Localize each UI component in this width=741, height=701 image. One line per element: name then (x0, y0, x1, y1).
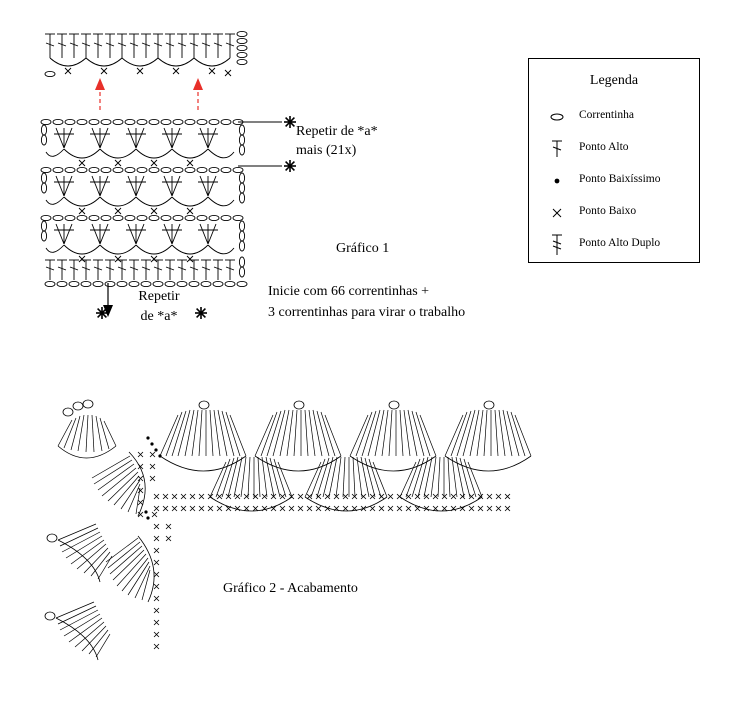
treble-crochet-icon (547, 234, 573, 256)
legend-item-double-crochet (547, 138, 697, 160)
legend-item-treble-crochet (547, 234, 697, 256)
repeat-from-a-line2: mais (21x) (296, 143, 357, 158)
asterisk-marker-right (194, 306, 208, 320)
chart2-top-fans (160, 401, 531, 511)
start-instructions (268, 281, 465, 323)
asterisk-marker-left (95, 306, 109, 320)
chain-stitch-icon (547, 106, 573, 128)
legend-label-slip-stitch: Ponto Baixíssimo (579, 173, 661, 185)
repeat-bottom-line2: de *a* (140, 309, 178, 324)
legend-box (528, 58, 700, 263)
chart1-caption: Gráfico 1 (336, 241, 390, 256)
start-instructions-line1: Inicie com 66 correntinhas + (268, 284, 430, 299)
double-crochet-icon (547, 138, 573, 160)
single-crochet-icon (547, 202, 573, 224)
chart2-corner-cluster (43, 400, 154, 680)
legend-label-double-crochet: Ponto Alto (579, 141, 629, 153)
legend-title: Legenda (589, 73, 639, 88)
legend-item-slip-stitch (547, 170, 697, 192)
repeat-bottom-annotation (126, 287, 192, 327)
repeat-from-a-annotation (296, 122, 378, 160)
legend-label-single-crochet: Ponto Baixo (579, 205, 637, 217)
legend-item-single-crochet (547, 202, 697, 224)
chart2-caption: Gráfico 2 - Acabamento (223, 581, 358, 596)
chart1-shell-band-3 (41, 215, 245, 262)
chart1-top-dc-row (45, 31, 247, 76)
repeat-from-a-line1: Repetir de *a* (296, 124, 378, 139)
repeat-arrowheads-top (95, 78, 203, 90)
slip-stitch-icon (547, 170, 573, 192)
repeat-leader-lines (238, 108, 300, 174)
chart2-left-sc-column (138, 452, 171, 649)
chart1-shell-band-1 (41, 119, 245, 166)
chart1-shell-band-2 (41, 167, 245, 214)
legend-label-treble-crochet: Ponto Alto Duplo (579, 237, 661, 249)
legend-label-chain: Correntinha (579, 109, 634, 121)
chart-2-diagram (28, 390, 538, 680)
repeat-arrows-top (100, 84, 198, 110)
start-instructions-line2: 3 correntinhas para virar o trabalho (268, 305, 466, 320)
legend-item-chain (547, 106, 697, 128)
chart1-foundation-row (45, 257, 247, 287)
repeat-bottom-line1: Repetir (138, 289, 180, 304)
